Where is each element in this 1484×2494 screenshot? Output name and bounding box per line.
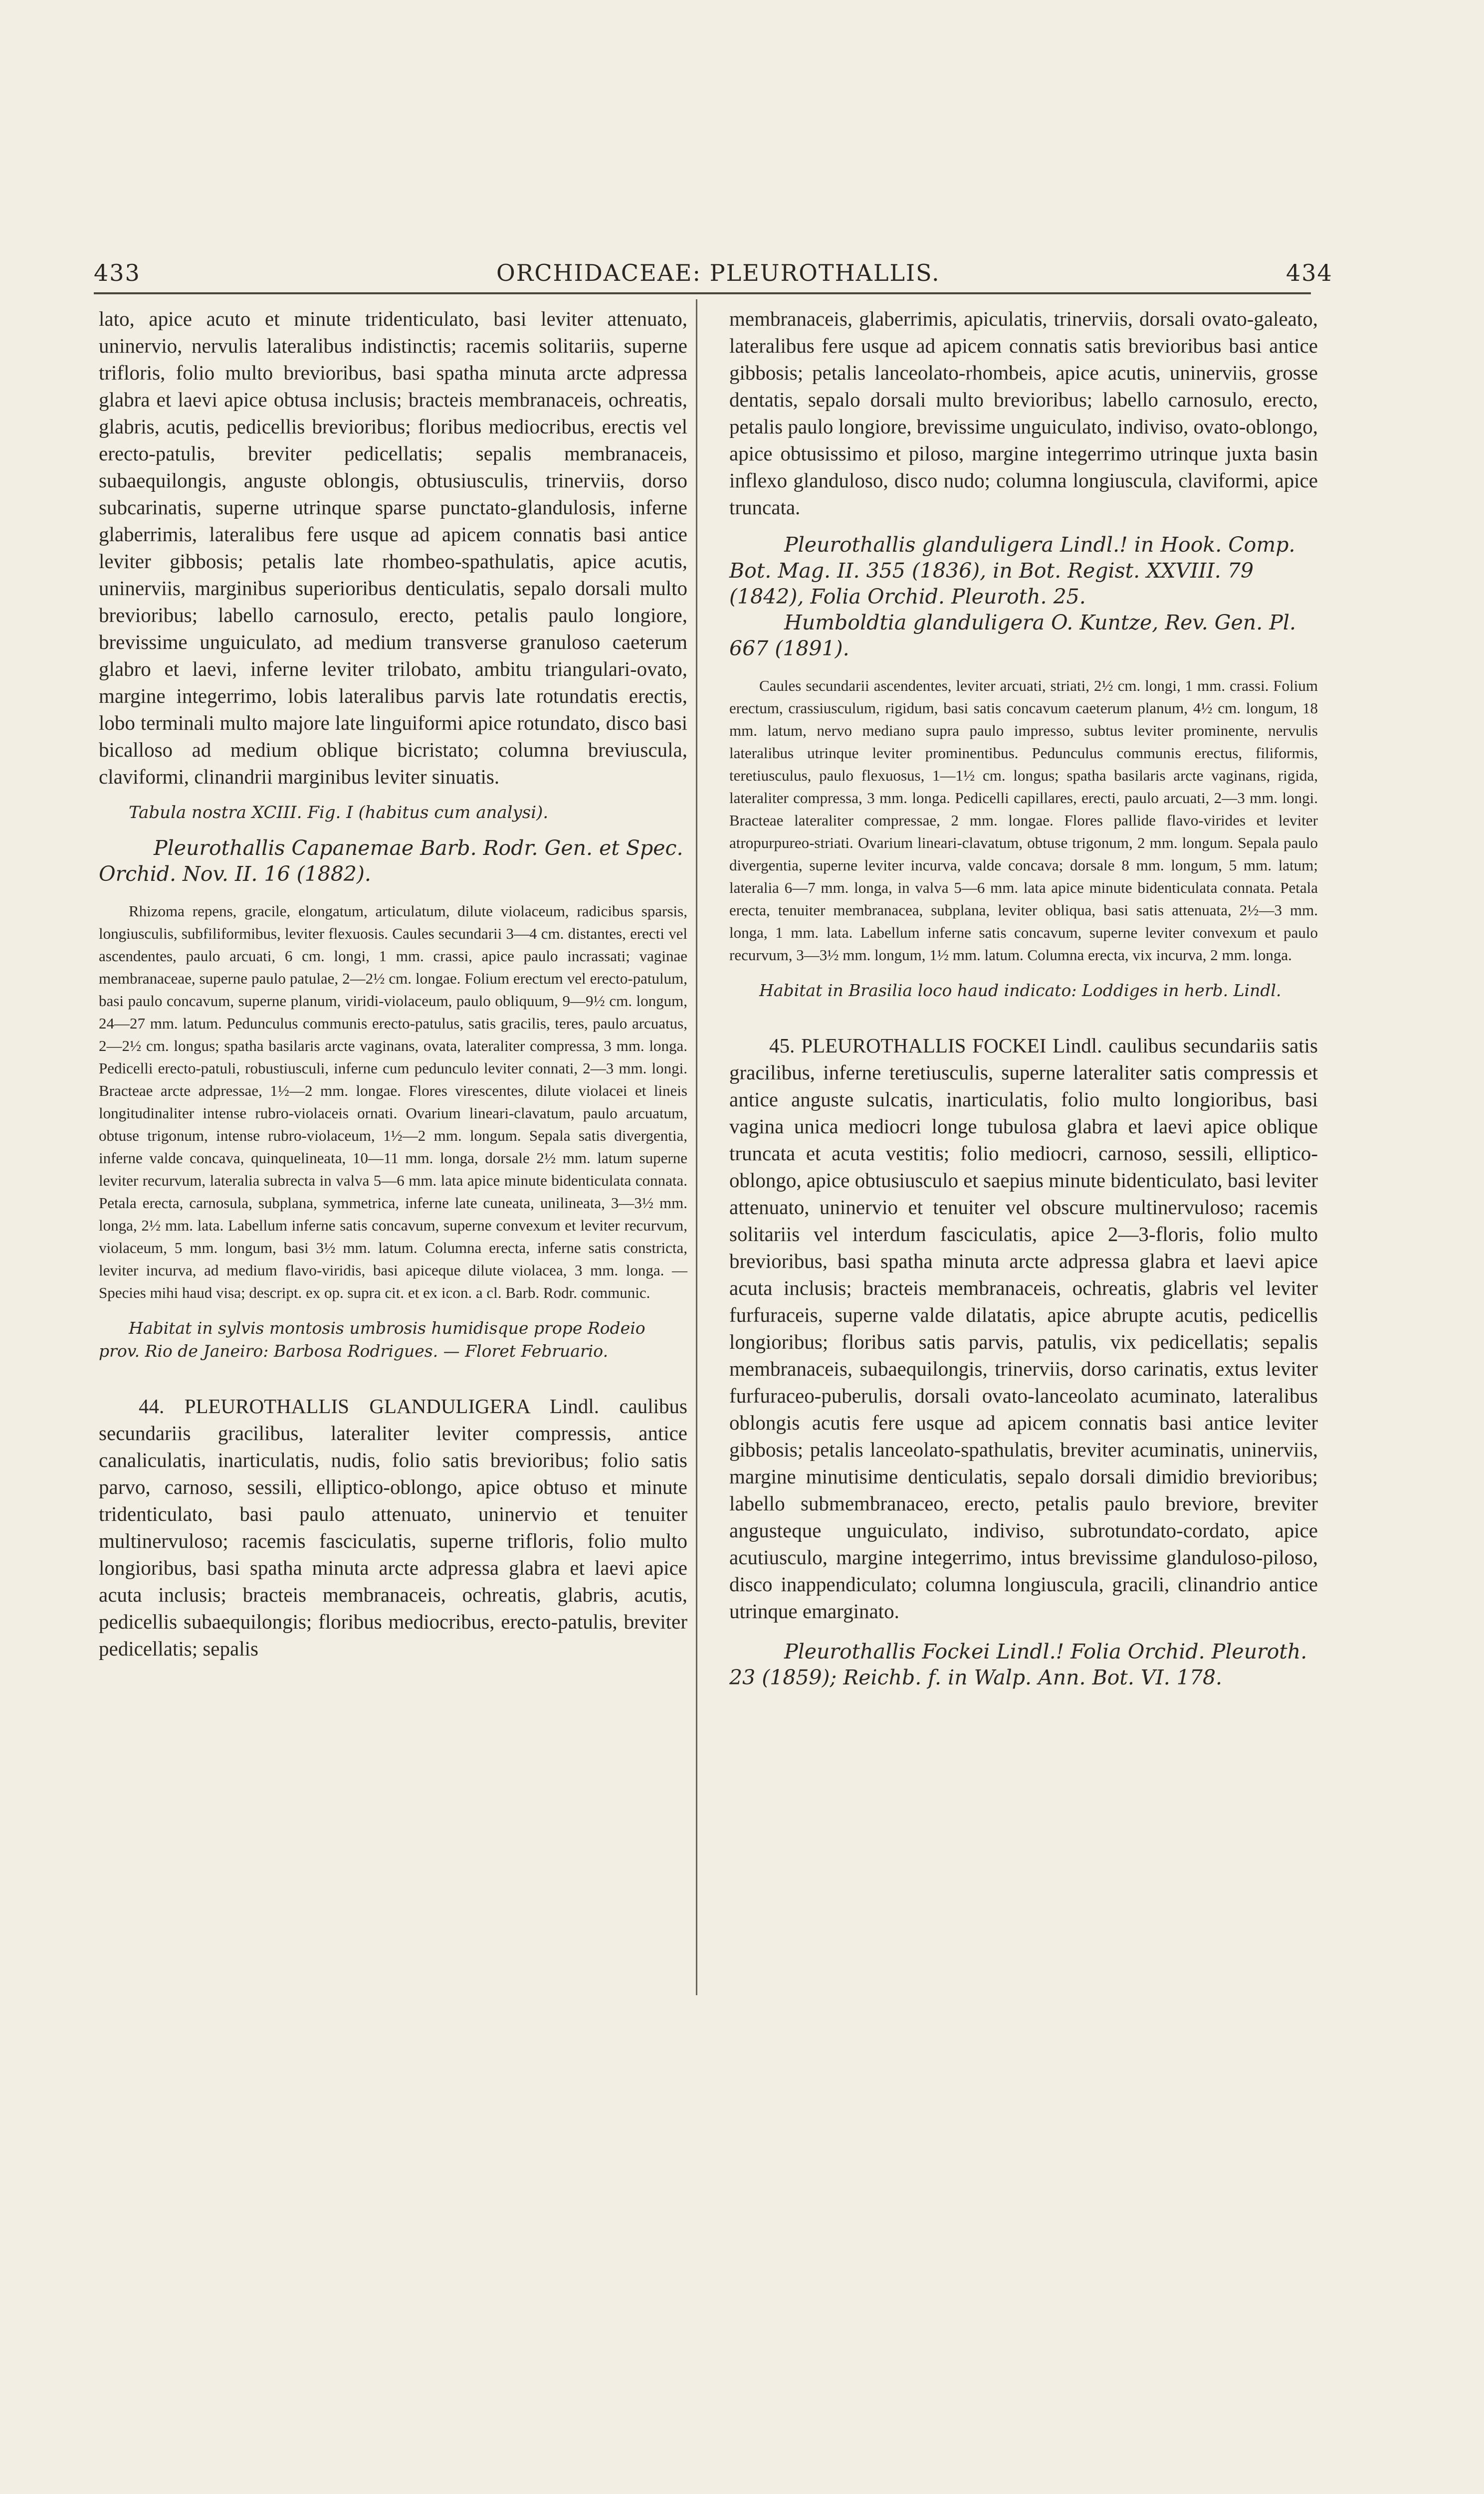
left-description-text: lato, apice acuto et minute tridenticulato, basi leviter attenuato, uninervio, nervulis lateralibus indistinctis; racemis solitariis, superne trifloris, folio multo brevioribus, basi spatha minuta arcte adpressa glabra et laevi apice obtusa inclusis; bracteis membranaceis, ochreatis, glabris, acutis, pedicellis brevioribus; floribus mediocribus, erectis vel erecto-patulis, breviter pedicellatis; sepalis membranaceis, subaequilongis, anguste oblongis, obtusiusculis, trinerviis, dorso subcarinatis, superne utrinque sparse punctato-glandulosis, inferne glaberrimis, lateralibus fere usque ad apicem connatis basi antice leviter gibbosis; petalis late rhombeo-spathulatis, apice acutis, uninerviis, marginibus superioribus denticulatis, sepalo dorsali multo brevioribus; labello carnosulo, erecto, petalis paulo longiore, brevissime unguiculato, ad medium transverse granuloso caeterum glabro et laevi, inferne leviter trilobato, ambitu triangulari-ovato, margine integerrimo, lobis lateralibus parvis late rotundatis erectis, lobo terminali multo majore late linguiformi apice rotundato, disco basi bicalloso ad medium oblique bicristato; columna breviuscula, claviformi, clinandrii marginibus leviter sinuatis. xyxy=(99,307,687,788)
page-number-left: 433 xyxy=(94,259,141,286)
habitat-capanemae: Habitat in sylvis montosis umbrosis humidisque prope Rodeio prov. Rio de Janeiro: Barbosa Rodrigues. — Floret Februario. xyxy=(99,1318,645,1361)
citation-humboldtia: Humboldtia glanduligera O. Kuntze, Rev. Gen. Pl. 667 (1891). xyxy=(729,611,1296,660)
citation-fockei: Pleurothallis Fockei Lindl.! Folia Orchid. Pleuroth. 23 (1859); Reichb. f. in Walp. Ann. Bot. VI. 178. xyxy=(729,1640,1307,1689)
right-description-continued: membranaceis, glaberrimis, apiculatis, trinerviis, dorsali ovato-galeato, lateralibus fere usque ad apicem connatis satis brevioribus basi antice gibbosis; petalis lanceolato-rhombeis, apice acutis, uninerviis, grosse dentatis, sepalo dorsali multo brevioribus; labello carnosulo, erecto, petalis paulo longiore, brevissime unguiculato, indiviso, ovato-oblongo, apice obtusissimo et piloso, margine integerrimo utrinque juxta basin inflexo glanduloso, disco nudo; columna longiuscula, claviformi, apice truncata. xyxy=(729,307,1318,519)
page-number-right: 434 xyxy=(1286,259,1333,286)
species-45-description: 45. PLEUROTHALLIS FOCKEI Lindl. caulibus secundariis satis gracilibus, inferne teretiusculis, superne lateraliter satis compressis et antice anguste sulcatis, inarticulatis, folio multo longioribus, basi vagina unica mediocri longe tubulosa glabra et laevi apice oblique truncata et acuta vestitis; folio mediocri, carnoso, sessili, elliptico-oblongo, apice obtusiusculo et saepius minute bidenticulato, basi leviter attenuato, uninervio et tenuiter vel obscure multinervuloso; racemis solitariis vel interdum fasciculatis, apice 2—3-floris, folio multo brevioribus, basi spatha minuta arcte adpressa glabra et laevi apice acuta inclusis; bracteis membranaceis, ochreatis, glabris vel leviter furfuraceis, superne valde dilatatis, apice abrupte acutis, pedicellis longioribus; floribus satis parvis, patulis, vix pedicellatis; sepalis membranaceis, subaequilongis, trinerviis, dorso carinatis, extus leviter furfuraceo-puberulis, dorsali ovato-lanceolato acuminato, lateralibus oblongis acutis fere usque ad apicem connatis basi antice leviter gibbosis; petalis lanceolato-spathulatis, breviter acuminatis, uninerviis, margine minutisime denticulatis, sepalo dorsali dimidio brevioribus; labello submembranaceo, erecto, petalis paulo breviore, breviter angusteque unguiculato, indiviso, subrotundato-cordato, apice acutiusculo, margine integerrimo, intus brevissime glanduloso-piloso, disco inappendiculato; columna longiuscula, gracili, clinandrio antice utrinque emarginato. xyxy=(729,1034,1318,1623)
left-column xyxy=(99,305,687,1662)
detailed-description-glanduligera: Caules secundarii ascendentes, leviter arcuati, striati, 2½ cm. longi, 1 mm. crassi. Folium erectum, crassiusculum, rigidum, basi satis concavum caeterum planum, 4½ cm. longum, 18 mm. latum, nervo mediano supra paulo impresso, subtus leviter prominente, nervulis lateralibus utrinque leviter prominentibus. Pedunculus communis erectus, filiformis, teretiusculus, paulo flexuosus, 1—1½ cm. longus; spatha basilaris arcte vaginans, rigida, lateraliter compressa, 3 mm. longa. Pedicelli capillares, erecti, paulo arcuati, 2—3 mm. longi. Bracteae lateraliter compressae, 2 mm. longae. Flores pallide flavo-virides et leviter atropurpureo-striati. Ovarium lineari-clavatum, obtuse trigonum, 2 mm. longum. Sepala paulo divergentia, superne leviter incurva, valde concava; dorsale 8 mm. longum, 5 mm. latum; lateralia 6—7 mm. longa, in valva 5—6 mm. lata apice minute bidenticulata connata. Petala erecta, tenuiter membranacea, subplana, leviter obliqua, basi satis attenuata, 2½—3 mm. longa, 1 mm. lata. Labellum inferne satis concavum, superne leviter convexum et paulo recurvum, 3—3½ mm. longum, 1½ mm. latum. Columna erecta, vix incurva, 2 mm. longa. xyxy=(729,677,1318,964)
citation-capanemae: Pleurothallis Capanemae Barb. Rodr. Gen. et Spec. Orchid. Nov. II. 16 (1882). xyxy=(99,836,683,886)
header-rule xyxy=(94,292,1311,294)
habitat-glanduligera: Habitat in Brasilia loco haud indicato: Loddiges in herb. Lindl. xyxy=(759,981,1281,1000)
running-title: ORCHIDACEAE: PLEUROTHALLIS. xyxy=(496,259,940,286)
detailed-description-capanemae: Rhizoma repens, gracile, elongatum, articulatum, dilute violaceum, radicibus sparsis, longiusculis, subfiliformibus, leviter flexuosis. Caules secundarii 3—4 cm. distantes, erecti vel ascendentes, paulo arcuati, 6 cm. longi, 1 mm. crassi, apice paulo incrassati; vaginae membranaceae, superne paulo patulae, 2—2½ cm. longae. Folium erectum vel erecto-patulum, basi paulo concavum, superne planum, viridi-violaceum, paulo obliquum, 9—9½ cm. longum, 24—27 mm. latum. Pedunculus communis erecto-patulus, satis gracilis, teres, paulo arcuatus, 2—2½ cm. longus; spatha basilaris arcte vaginans, ovata, lateraliter compressa, 3 mm. longa. Pedicelli erecto-patuli, robustiusculi, inferne cum pedunculo leviter connati, 2—3 mm. longi. Bracteae arcte adpressae, 1½—2 mm. longae. Flores virescentes, dilute violacei et lineis longitudinaliter intense rubro-violaceis ornati. Ovarium lineari-clavatum, paulo arcuatum, obtuse trigonum, intense rubro-violaceum, 1½—2 mm. longum. Sepala satis divergentia, inferne valde concava, quinquelineata, 10—11 mm. longa, dorsale 2½ mm. latum superne leviter recurvum, lateralia subrecta in valva 5—6 mm. lata apice minute bidenticulata connata. Petala erecta, carnosula, subplana, symmetrica, inferne late cuneata, unilineata, 3—3½ mm. longa, 2½ mm. lata. Labellum inferne satis concavum, superne convexum et leviter recurvum, violaceum, 5 mm. longum, basi 3½ mm. latum. Columna erecta, inferne satis constricta, leviter incurva, ad medium flavo-viridis, basi apiceque dilute violacea, 3 mm. longa. — Species mihi haud visa; descript. ex op. supra cit. et ex icon. a cl. Barb. Rodr. communic. xyxy=(99,902,687,1301)
species-44-description: 44. PLEUROTHALLIS GLANDULIGERA Lindl. caulibus secundariis gracilibus, lateraliter leviter compressis, antice canaliculatis, inarticulatis, nudis, folio satis brevioribus; folio satis parvo, carnoso, sessili, elliptico-oblongo, apice obtuso et minute tridenticulato, basi paulo attenuato, uninervio et tenuiter multinervuloso; racemis fasciculatis, superne trifloris, folio multo longioribus, basi spatha minuta arcte adpressa glabra et laevi apice acuta inclusis; bracteis membranaceis, ochreatis, glabris, acutis, pedicellis subaequilongis; floribus mediocribus, erecto-patulis, breviter pedicellatis; sepalis xyxy=(99,1395,687,1660)
right-column xyxy=(729,305,1318,1690)
citation-glanduligera: Pleurothallis glanduligera Lindl.! in Hook. Comp. Bot. Mag. II. 355 (1836), in Bot. Regist. XXVIII. 79 (1842), Folia Orchid. Pleuroth. 25. xyxy=(729,533,1295,609)
plate-reference: Tabula nostra XCIII. Fig. I (habitus cum analysi). xyxy=(129,803,549,823)
column-divider xyxy=(696,299,697,1995)
